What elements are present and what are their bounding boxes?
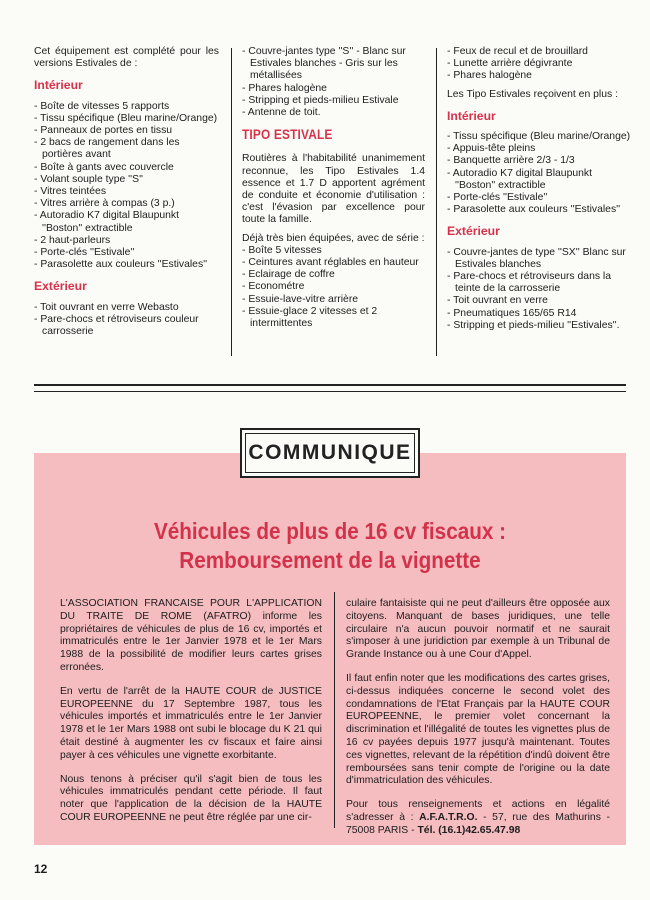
communique-label: COMMUNIQUE [245,433,415,473]
list-item: - Feux de recul et de brouillard [447,46,632,58]
contact-org: A.F.A.T.R.O. [419,811,478,823]
equipped-intro: Déjà très bien équipées, avec de série : [242,232,425,244]
list-item: - Porte-clés ''Estivale'' [34,247,219,259]
contact-text: Pour tous renseignements et actions en légalité s'adresser à : [346,799,610,823]
list-item: - Tissu spécifique (Bleu marine/Orange) [34,113,219,125]
tipo-paragraph: Routières à l'habitabilité unanimement reconnue, les Tipo Estivales 1.4 essence et 1.7 D apportent agrément de conduite et économie d'utilisation : c'est l'évasion par excellence pour toute la famille. [242,153,425,226]
list-item: - Lunette arrière dégivrante [447,58,632,70]
exterior-heading: Extérieur [447,224,500,239]
page-number: 12 [34,862,48,876]
interior-heading: Intérieur [34,78,83,93]
list-item: - Ceintures avant réglables en hauteur [242,257,425,269]
contact-address: - 57, rue des Mathurins - 75008 PARIS - [346,811,610,836]
equipped-list [242,245,425,330]
communique-paragraph: culaire fantaisiste qui ne peut d'ailleurs être opposée aux citoyens. Manquant de bases juridiques, une telle circulaire n'a aucun pouvoir normatif et ne saurait s'imposer à une juridiction par exemple à un Tribunal de Grande Instance ou à une Cour d'Appel. [346,598,610,661]
list-item: - Vitres arrière à compas (3 p.) [34,198,219,210]
list-item: - Boîte de vitesses 5 rapports [34,101,219,113]
list-item: - Vitres teintées [34,186,219,198]
list-item: - Porte-clés ''Estivale'' [447,192,632,204]
list-item: - Panneaux de portes en tissu [34,125,219,137]
list-item: - 2 haut-parleurs [34,235,219,247]
column-right [447,46,632,332]
communique-headline [34,517,626,575]
list-item: - Econométre [242,281,425,293]
list-item: - Boîte 5 vitesses [242,245,425,257]
list-item: - Toit ouvrant en verre Webasto [34,302,219,314]
communique-paragraph: Nous tenons à préciser qu'il s'agit bien de tous les véhicules immatriculés pendant cette période. Il faut noter que l'application de la décision de la HAUTE COUR EUROPEENNE ne peut être réglée par une cir- [60,773,322,823]
list-item: - Boîte à gants avec couvercle [34,162,219,174]
list-item: - Antenne de toit. [242,107,425,119]
contact-paragraph [346,799,610,837]
list-item: - Banquette arrière 2/3 - 1/3 [447,155,632,167]
communique-right-column [346,598,610,849]
exterior-list [34,302,219,339]
list-item: - Pare-chocs et rétroviseurs dans la teinte de la carrosserie [447,271,632,295]
list-item: - Eclairage de coffre [242,269,425,281]
list-item: - Stripping et pieds-milieu Estivale [242,95,425,107]
list-item: - Volant souple type ''S'' [34,174,219,186]
list-item: - Pneumatiques 165/65 R14 [447,308,632,320]
interior-list [447,131,632,216]
list-item: - Phares halogène [447,70,632,82]
column-divider [231,48,232,356]
headline-line-2: Remboursement de la vignette [179,547,481,573]
list-item: - Phares halogène [242,83,425,95]
list-item: - Essuie-glace 2 vitesses et 2 intermittentes [242,306,425,330]
communique-paragraph: Il faut enfin noter que les modifications des cartes grises, ci-dessus indiquées concerne le second volet des condamnations de l'Etat Français par la HAUTE COUR EUROPEENNE, le premier volet concernant la discrimination et l'illégalité de toutes les vignettes plus de 16 cv payées depuis 1977 jusqu'à maintenant. Toutes ces vignettes, relevant de la répétition d'indû doivent être remboursées sans tenir compte de l'origine ou la date d'immatriculation des véhicules. [346,672,610,787]
list-item: - Stripping et pieds-milieu ''Estivales''. [447,320,632,332]
standard-items-list [242,46,425,119]
column-middle [242,46,425,330]
communique-left-column [60,598,322,836]
column-left [34,46,219,338]
list-item: - Appuis-tête pleins [447,143,632,155]
contact-phone: Tél. (16.1)42.65.47.98 [417,824,521,836]
headline-line-1: Véhicules de plus de 16 cv fiscaux : [153,518,507,544]
tipo-estivale-heading: TIPO ESTIVALE [242,127,333,143]
horizontal-rule [34,391,626,392]
horizontal-rule [34,384,626,386]
list-item: - Toit ouvrant en verre [447,295,632,307]
exterior-heading: Extérieur [34,279,87,294]
receive-intro: Les Tipo Estivales reçoivent en plus : [447,88,618,100]
communique-column-divider [334,592,335,828]
list-item: - Couvre-jantes type ''S'' - Blanc sur Estivales blanches - Gris sur les métallisées [242,46,425,83]
list-item: - Autoradio K7 digital Blaupunkt ''Boston'' extractible [34,210,219,234]
list-item: - Couvre-jantes de type ''SX'' Blanc sur Estivales blanches [447,247,632,271]
communique-paragraph: L'ASSOCIATION FRANCAISE POUR L'APPLICATION DU TRAITE DE ROME (AFATRO) informe les propriétaires de véhicules de plus de 16 cv, importés et immatriculés entre le 1er Janvier 1978 et le 1er Mars 1988 de la possibilité de modifier leurs cartes grises erronées. [60,598,322,673]
intro-text: Cet équipement est complété pour les versions Estivales de : [34,46,219,70]
list-item: - Tissu spécifique (Bleu marine/Orange) [447,131,632,143]
list-item: - Parasolette aux couleurs ''Estivales'' [447,204,632,216]
list-item: - Pare-chocs et rétroviseurs couleur carrosserie [34,314,219,338]
interior-heading: Intérieur [447,108,496,123]
communique-label-box [240,428,420,478]
list-item: - 2 bacs de rangement dans les portières avant [34,137,219,161]
list-item: - Essuie-lave-vitre arrière [242,294,425,306]
communique-paragraph: En vertu de l'arrêt de la HAUTE COUR de JUSTICE EUROPEENNE du 17 Septembre 1987, tous les véhicules importés et immatriculés entre le 1er Janvier 1978 et le 1er Mars 1988 ont subi le blocage du K 21 qui était destiné à augmenter les cv fiscaux et faire ainsi payer à ces véhicules une vignette exorbitante. [60,685,322,761]
exterior-list [447,247,632,332]
interior-list [34,101,219,272]
column-divider [436,48,437,356]
list-item: - Parasolette aux couleurs ''Estivales'' [34,259,219,271]
list-item: - Autoradio K7 digital Blaupunkt ''Boston'' extractible [447,168,632,192]
lights-list [447,46,632,83]
